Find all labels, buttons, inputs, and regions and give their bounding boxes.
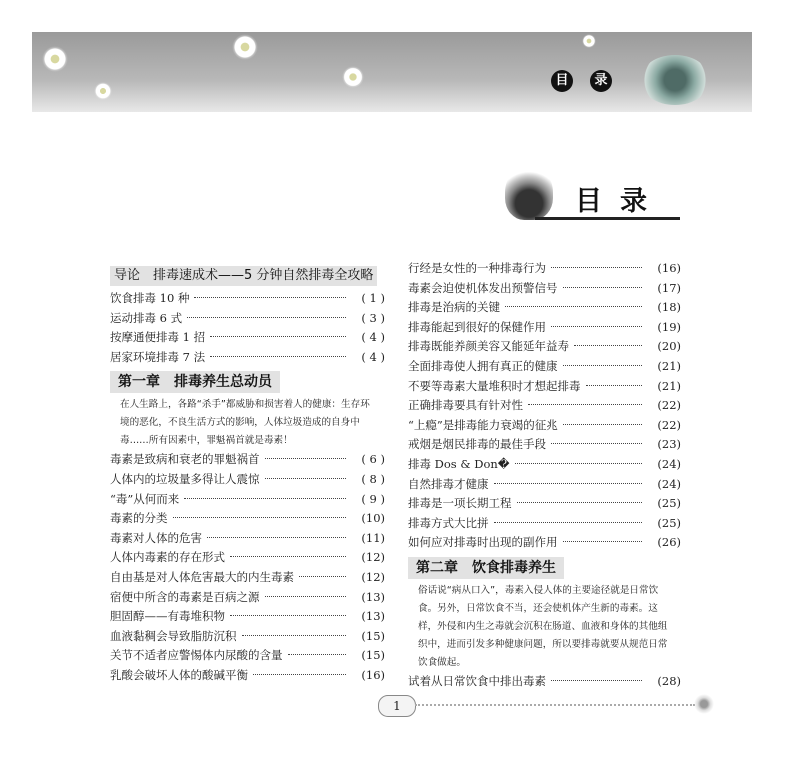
- toc-entry[interactable]: [110, 568, 385, 588]
- page-number: 1: [378, 695, 416, 717]
- dot-leader: [574, 345, 642, 346]
- toc-entry[interactable]: [110, 666, 385, 686]
- dot-leader: [187, 317, 346, 318]
- toc-entry[interactable]: [408, 416, 681, 436]
- entry-title: 排毒是治病的关键: [408, 300, 500, 315]
- entry-title: 毒素的分类: [110, 511, 168, 526]
- dot-leader: [207, 537, 346, 538]
- toc-entry[interactable]: [110, 646, 385, 666]
- entry-title: 试着从日常饮食中排出毒素: [408, 673, 546, 688]
- entry-page: (24): [657, 476, 681, 491]
- entry-title: 宿便中所含的毒素是百病之源: [110, 589, 260, 604]
- title-text: 目录: [575, 186, 665, 217]
- badge-lu: 录: [590, 70, 612, 92]
- entry-page: (15): [361, 628, 385, 643]
- entry-page: (25): [657, 496, 681, 511]
- toc-entry[interactable]: [110, 348, 385, 368]
- entry-title: 毒素会迫使机体发出预警信号: [408, 280, 558, 295]
- chapter1-entries-right: [408, 259, 681, 553]
- entry-page: (13): [361, 589, 385, 604]
- dot-leader: [563, 287, 643, 288]
- dot-leader: [505, 306, 642, 307]
- daisy-icon: [342, 66, 364, 88]
- entry-page: (13): [361, 609, 385, 624]
- daisy-icon: [42, 46, 68, 72]
- entry-title: 饮食排毒 10 种: [110, 291, 190, 305]
- dot-leader: [551, 443, 642, 444]
- toc-entry[interactable]: [110, 529, 385, 549]
- entry-page: (26): [657, 535, 681, 550]
- entry-title: 全面排毒使人拥有真正的健康: [408, 358, 558, 373]
- intro-heading: 导论 排毒速成术——5 分钟自然排毒全攻略: [110, 266, 377, 286]
- dot-leader: [173, 517, 347, 518]
- entry-page: ( 9 ): [361, 491, 385, 506]
- dot-leader: [288, 654, 347, 655]
- title-underline: [535, 217, 680, 220]
- dot-leader: [551, 267, 642, 268]
- badge-mu: 目: [551, 70, 573, 92]
- toc-entry[interactable]: [408, 533, 681, 553]
- chapter1-summary: 在人生路上，各路“杀手”都威胁和损害着人的健康：生存环境的恶化，不良生活方式的影响，人体垃圾造成的自身中毒……所有因素中，罪魁祸首就是毒素！: [120, 399, 370, 447]
- rose-icon: [640, 55, 710, 105]
- dot-leader: [563, 424, 642, 425]
- entry-page: (22): [657, 417, 681, 432]
- toc-entry[interactable]: [110, 289, 385, 309]
- entry-page: ( 8 ): [361, 471, 385, 486]
- entry-page: (17): [657, 280, 681, 295]
- entry-title: 排毒是一项长期工程: [408, 496, 512, 511]
- entry-page: (11): [361, 530, 385, 545]
- entry-title: 正确排毒要具有针对性: [408, 398, 523, 413]
- entry-page: (24): [657, 456, 681, 471]
- dot-leader: [210, 356, 346, 357]
- chapter2-summary: 俗话说“病从口入”，毒素入侵人体的主要途径就是日常饮食。另外，日常饮食不当，还会使机体产生新的毒素。这样，外侵和内生之毒就会沉积在肠道、血液和身体的其他组织中，进而引发多种健康问题，所以要排毒就要从规范日常饮食做起。: [418, 584, 668, 668]
- entry-page: (25): [657, 515, 681, 530]
- dot-leader: [194, 297, 346, 298]
- intro-entries: [110, 289, 385, 367]
- dot-leader: [563, 541, 643, 542]
- dot-leader: [515, 463, 642, 464]
- toc-entry[interactable]: [110, 607, 385, 627]
- entry-title: 排毒既能养颜美容又能延年益寿: [408, 339, 569, 354]
- entry-page: ( 4 ): [361, 349, 385, 364]
- dot-leader: [551, 326, 642, 327]
- entry-title: 排毒能起到很好的保健作用: [408, 319, 546, 334]
- entry-title: 胆固醇——有毒堆积物: [110, 609, 225, 624]
- entry-title: 自然排毒才健康: [408, 476, 489, 491]
- entry-page: (23): [657, 437, 681, 452]
- entry-page: ( 3 ): [361, 310, 385, 325]
- toc-entry[interactable]: [408, 455, 681, 475]
- chapter2-entries: [408, 672, 681, 692]
- dot-leader: [586, 385, 643, 386]
- toc-entry[interactable]: [408, 318, 681, 338]
- entry-page: (18): [657, 300, 681, 315]
- dot-leader: [253, 674, 346, 675]
- toc-entry[interactable]: [408, 494, 681, 514]
- entry-page: (15): [361, 648, 385, 663]
- toc-entry[interactable]: [408, 396, 681, 416]
- dot-leader: [184, 498, 346, 499]
- entry-page: (22): [657, 398, 681, 413]
- footer-dotted-line: [415, 704, 695, 706]
- dot-leader: [265, 478, 347, 479]
- entry-title: 人体内的垃圾量多得让人震惊: [110, 471, 260, 486]
- entry-title: 行经是女性的一种排毒行为: [408, 261, 546, 275]
- entry-page: ( 6 ): [361, 452, 385, 467]
- entry-title: 居家环境排毒 7 法: [110, 349, 206, 364]
- toc-entry[interactable]: [110, 627, 385, 647]
- dot-leader: [494, 483, 643, 484]
- daisy-icon: [94, 82, 112, 100]
- toc-entry[interactable]: [408, 377, 681, 397]
- entry-title: 血液黏稠会导致脂肪沉积: [110, 628, 237, 643]
- dot-leader: [210, 336, 346, 337]
- entry-title: 如何应对排毒时出现的副作用: [408, 535, 558, 550]
- flower-icon: [694, 694, 714, 714]
- entry-title: 排毒 Dos & Don�: [408, 456, 510, 471]
- toc-entry[interactable]: [110, 450, 385, 470]
- dot-leader: [494, 522, 643, 523]
- dot-leader: [517, 502, 643, 503]
- entry-title: 不要等毒素大量堆积时才想起排毒: [408, 378, 581, 393]
- toc-entry[interactable]: [408, 475, 681, 495]
- dot-leader: [230, 615, 346, 616]
- entry-title: 戒烟是烟民排毒的最佳手段: [408, 437, 546, 452]
- chapter2-heading: 第二章 饮食排毒养生: [408, 557, 564, 579]
- entry-title: 运动排毒 6 式: [110, 310, 183, 325]
- chapter1-heading: 第一章 排毒养生总动员: [110, 371, 280, 393]
- emblem-icon: [505, 165, 553, 220]
- daisy-icon: [582, 34, 596, 48]
- entry-page: (12): [361, 569, 385, 584]
- dot-leader: [299, 576, 346, 577]
- toc-entry[interactable]: [408, 672, 681, 692]
- daisy-icon: [232, 34, 258, 60]
- entry-title: 关节不适者应警惕体内尿酸的含量: [110, 648, 283, 663]
- toc-entry[interactable]: [110, 490, 385, 510]
- entry-title: 排毒方式大比拼: [408, 515, 489, 530]
- toc-entry[interactable]: [110, 309, 385, 329]
- toc-entry[interactable]: [408, 514, 681, 534]
- toc-entry[interactable]: [110, 328, 385, 348]
- toc-entry[interactable]: [408, 357, 681, 377]
- dot-leader: [242, 635, 347, 636]
- entry-page: (21): [657, 378, 681, 393]
- entry-page: (16): [657, 261, 681, 275]
- toc-entry[interactable]: [110, 470, 385, 490]
- toc-entry[interactable]: [110, 588, 385, 608]
- toc-entry[interactable]: [408, 259, 681, 279]
- entry-page: ( 4 ): [361, 330, 385, 345]
- toc-entry[interactable]: [408, 435, 681, 455]
- entry-title: “毒”从何而来: [110, 491, 180, 506]
- toc-right-column: [408, 259, 681, 692]
- toc-entry[interactable]: [408, 279, 681, 299]
- entry-page: (28): [657, 673, 681, 688]
- entry-title: 乳酸会破坏人体的酸碱平衡: [110, 667, 248, 682]
- entry-title: 自由基是对人体危害最大的内生毒素: [110, 569, 294, 584]
- dot-leader: [563, 365, 643, 366]
- entry-title: 按摩通便排毒 1 招: [110, 330, 206, 345]
- entry-page: (19): [657, 319, 681, 334]
- chapter1-entries-left: [110, 450, 385, 685]
- entry-title: 人体内毒素的存在形式: [110, 550, 225, 565]
- entry-page: (16): [361, 667, 385, 682]
- dot-leader: [230, 556, 346, 557]
- entry-page: (12): [361, 550, 385, 565]
- toc-left-column: [110, 262, 385, 686]
- entry-page: (21): [657, 358, 681, 373]
- dot-leader: [265, 596, 347, 597]
- toc-entry[interactable]: [110, 509, 385, 529]
- dot-leader: [551, 680, 642, 681]
- toc-entry[interactable]: [110, 548, 385, 568]
- entry-title: 毒素是致病和衰老的罪魁祸首: [110, 452, 260, 467]
- entry-page: ( 1 ): [361, 291, 385, 305]
- page-title: [505, 165, 680, 220]
- entry-page: (10): [361, 511, 385, 526]
- dot-leader: [528, 404, 642, 405]
- entry-title: “上瘾”是排毒能力衰竭的征兆: [408, 417, 558, 432]
- entry-page: (20): [657, 339, 681, 354]
- entry-title: 毒素对人体的危害: [110, 530, 202, 545]
- toc-entry[interactable]: [408, 298, 681, 318]
- dot-leader: [265, 458, 347, 459]
- toc-entry[interactable]: [408, 337, 681, 357]
